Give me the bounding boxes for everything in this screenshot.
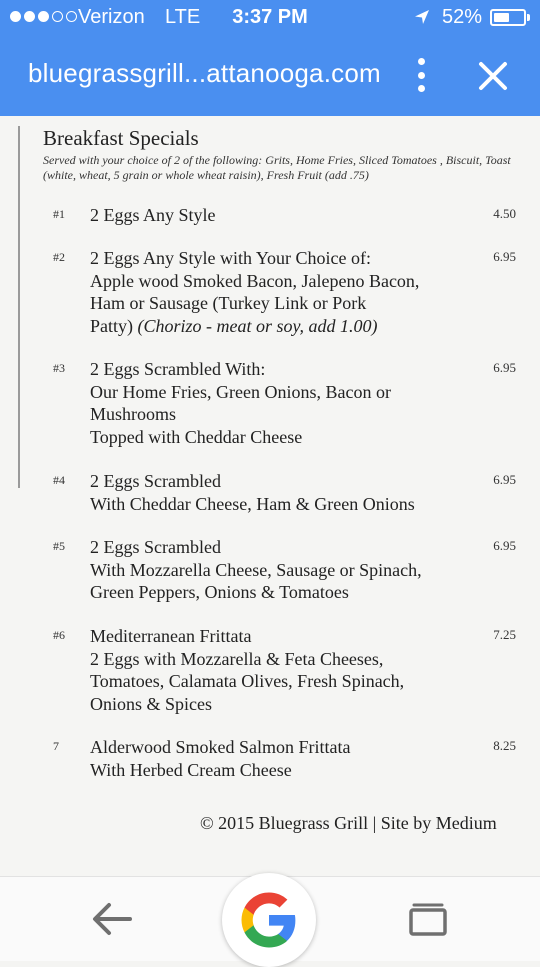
battery-icon bbox=[490, 9, 526, 26]
bottom-navigation bbox=[0, 876, 540, 961]
google-g-icon bbox=[239, 890, 299, 950]
url-bar[interactable] bbox=[0, 44, 540, 104]
section-title: Breakfast Specials bbox=[43, 126, 199, 150]
section-subtitle: Served with your choice of 2 of the following: Grits, Home Fries, Sliced Tomatoes , Biscuit, Toast (white, wheat, 5 grain or whole wheat raisin), Fresh Fruit (add .75) bbox=[43, 153, 511, 182]
menu-item-number: #3 bbox=[53, 361, 65, 375]
tabs-icon[interactable] bbox=[408, 901, 448, 937]
kebab-dot bbox=[418, 85, 425, 92]
menu-item-line: Tomatoes, Calamata Olives, Fresh Spinach, bbox=[90, 671, 405, 692]
menu-item-price: 4.50 bbox=[493, 206, 516, 221]
menu-item-description bbox=[90, 247, 419, 337]
footer-copyright: © 2015 Bluegrass Grill | Site by Medium bbox=[200, 813, 497, 833]
menu-item-line: Green Peppers, Onions & Tomatoes bbox=[90, 582, 349, 603]
menu-item-price: 8.25 bbox=[493, 738, 516, 753]
menu-item-price: 6.95 bbox=[493, 249, 516, 264]
section-divider bbox=[18, 126, 20, 488]
menu-item-line: 2 Eggs with Mozzarella & Feta Cheeses, bbox=[90, 648, 384, 669]
page-content bbox=[0, 116, 540, 876]
menu-item-line: Mediterranean Frittata bbox=[90, 626, 252, 646]
menu-item-note: (Chorizo - meat or soy, add 1.00) bbox=[137, 315, 378, 336]
menu-item-price: 6.95 bbox=[493, 538, 516, 553]
menu-item-description bbox=[90, 736, 350, 781]
menu-item-number: #5 bbox=[53, 539, 65, 553]
arrow-left-icon[interactable] bbox=[90, 899, 134, 939]
menu-item-line: Alderwood Smoked Salmon Frittata bbox=[90, 737, 351, 757]
menu-item-price: 6.95 bbox=[493, 360, 516, 375]
menu-item-number: #2 bbox=[53, 250, 65, 264]
battery-percent: 52% bbox=[442, 6, 483, 28]
menu-item-price: 6.95 bbox=[493, 472, 516, 487]
kebab-dot bbox=[418, 58, 425, 65]
location-arrow-icon bbox=[413, 8, 431, 26]
menu-item-line: 2 Eggs Scrambled bbox=[90, 471, 221, 491]
google-home-button[interactable] bbox=[222, 873, 316, 967]
menu-item-line: 2 Eggs Scrambled bbox=[90, 537, 221, 557]
browser-chrome bbox=[0, 0, 540, 116]
network-type: LTE bbox=[165, 6, 201, 28]
menu-item-line: Our Home Fries, Green Onions, Bacon or bbox=[90, 381, 391, 402]
menu-item-line-with-note bbox=[90, 315, 419, 338]
menu-item-description bbox=[90, 470, 415, 515]
status-bar bbox=[0, 0, 540, 36]
battery-level bbox=[494, 13, 509, 22]
menu-item-line: With Cheddar Cheese, Ham & Green Onions bbox=[90, 493, 415, 514]
kebab-dot bbox=[418, 72, 425, 79]
menu-item-line: Patty) bbox=[90, 315, 138, 336]
battery-tip bbox=[527, 14, 530, 21]
menu-item-description bbox=[90, 536, 422, 604]
status-time: 3:37 PM bbox=[232, 6, 308, 28]
menu-item-line: 2 Eggs Any Style bbox=[90, 205, 216, 225]
menu-item-line: With Herbed Cream Cheese bbox=[90, 759, 292, 780]
menu-item-price: 7.25 bbox=[493, 627, 516, 642]
menu-item-description bbox=[90, 204, 216, 227]
menu-item-line: Apple wood Smoked Bacon, Jalepeno Bacon, bbox=[90, 270, 420, 291]
menu-item-line: Onions & Spices bbox=[90, 693, 213, 714]
menu-item-number: #4 bbox=[53, 473, 65, 487]
menu-item-line: Topped with Cheddar Cheese bbox=[90, 426, 303, 447]
menu-item-line: 2 Eggs Any Style with Your Choice of: bbox=[90, 248, 372, 268]
menu-item-line: With Mozzarella Cheese, Sausage or Spinach, bbox=[90, 559, 422, 580]
menu-item-line: 2 Eggs Scrambled With: bbox=[90, 359, 266, 379]
menu-item-number: 7 bbox=[53, 739, 59, 753]
carrier-label: Verizon bbox=[78, 6, 145, 28]
close-icon[interactable] bbox=[476, 59, 510, 93]
menu-item-description bbox=[90, 625, 404, 715]
menu-item-line: Ham or Sausage (Turkey Link or Pork bbox=[90, 293, 367, 314]
menu-item-description bbox=[90, 358, 391, 448]
menu-item-line: Mushrooms bbox=[90, 404, 177, 425]
page-url[interactable]: bluegrassgrill...attanooga.com bbox=[28, 58, 381, 88]
menu-item-number: #6 bbox=[53, 628, 65, 642]
menu-item-number: #1 bbox=[53, 207, 65, 221]
more-options-icon[interactable] bbox=[408, 58, 434, 92]
